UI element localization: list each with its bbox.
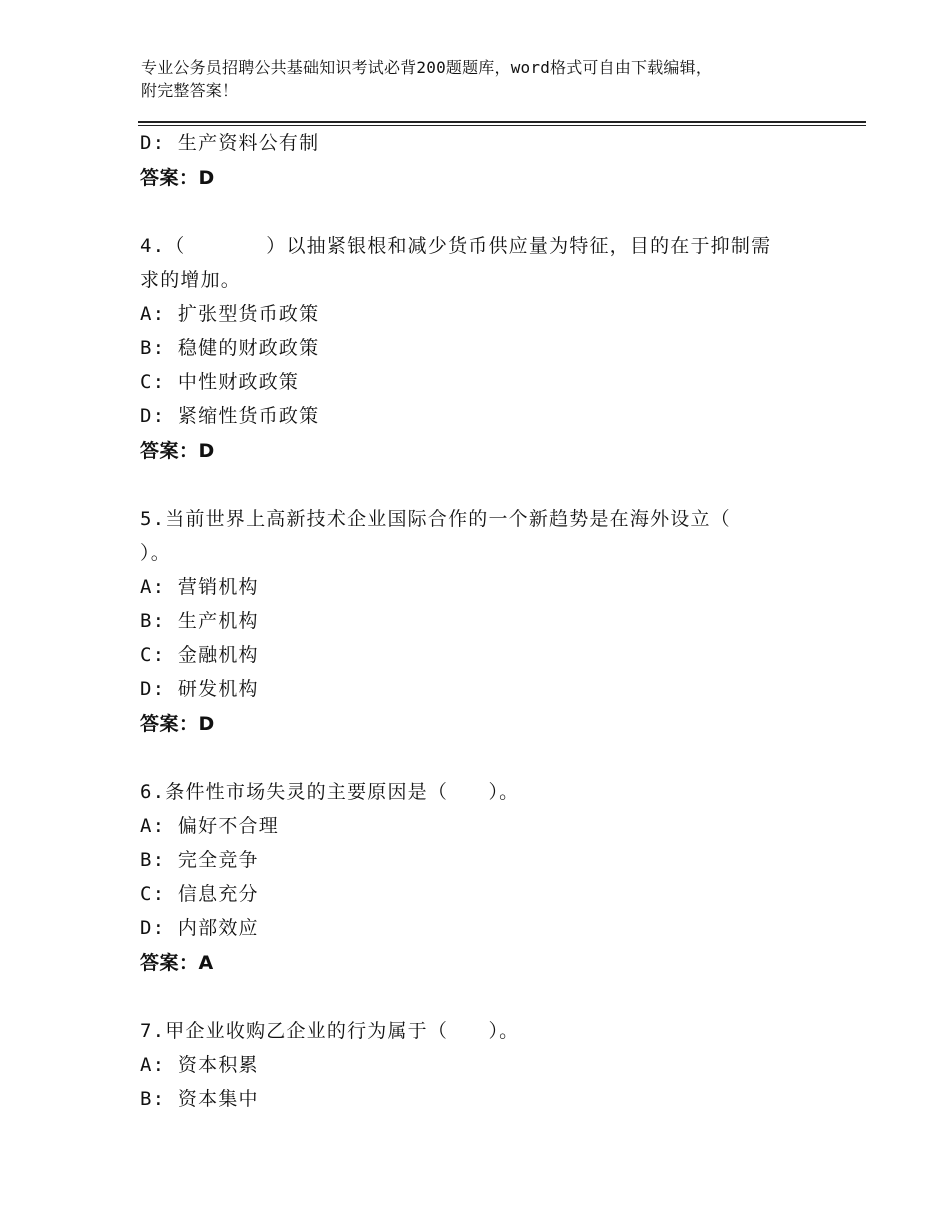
option-line: C: 金融机构 [140,644,259,666]
option-line: A: 营销机构 [140,576,259,598]
option-line: A: 偏好不合理 [140,815,279,837]
answer-line: 答案：D [140,440,215,462]
option-line: D: 研发机构 [140,678,259,700]
question-stem-6: 6.条件性市场失灵的主要原因是（ ）。 [140,781,520,803]
option-line: A: 扩张型货币政策 [140,303,320,325]
answer-line: 答案：A [140,952,214,974]
question-stem-5-cont: ）。 [140,542,171,564]
option-line: D: 生产资料公有制 [140,132,320,154]
option-line: C: 中性财政政策 [140,371,300,393]
option-line: B: 稳健的财政政策 [140,337,320,359]
option-line: D: 内部效应 [140,917,259,939]
answer-line: 答案：D [140,713,215,735]
question-stem-7: 7.甲企业收购乙企业的行为属于（ ）。 [140,1020,520,1042]
document-header [141,56,831,102]
option-line: C: 信息充分 [140,883,259,905]
option-line: A: 资本积累 [140,1054,259,1076]
question-stem-4-cont: 求的增加。 [140,269,242,291]
answer-line: 答案：D [140,167,215,189]
option-line: B: 完全竞争 [140,849,259,871]
header-line-2: 附完整答案！ [141,81,239,100]
option-line: D: 紧缩性货币政策 [140,405,320,427]
question-stem-4: 4.（ ）以抽紧银根和减少货币供应量为特征，目的在于抑制需 [140,235,772,257]
header-divider-thin [138,125,866,126]
option-line: B: 生产机构 [140,610,259,632]
header-divider-thick [138,121,866,123]
option-line: B: 资本集中 [140,1088,259,1110]
question-stem-5: 5.当前世界上高新技术企业国际合作的一个新趋势是在海外设立（ [140,508,731,530]
header-line-1: 专业公务员招聘公共基础知识考试必背200题题库，word格式可自由下载编辑， [141,58,713,77]
